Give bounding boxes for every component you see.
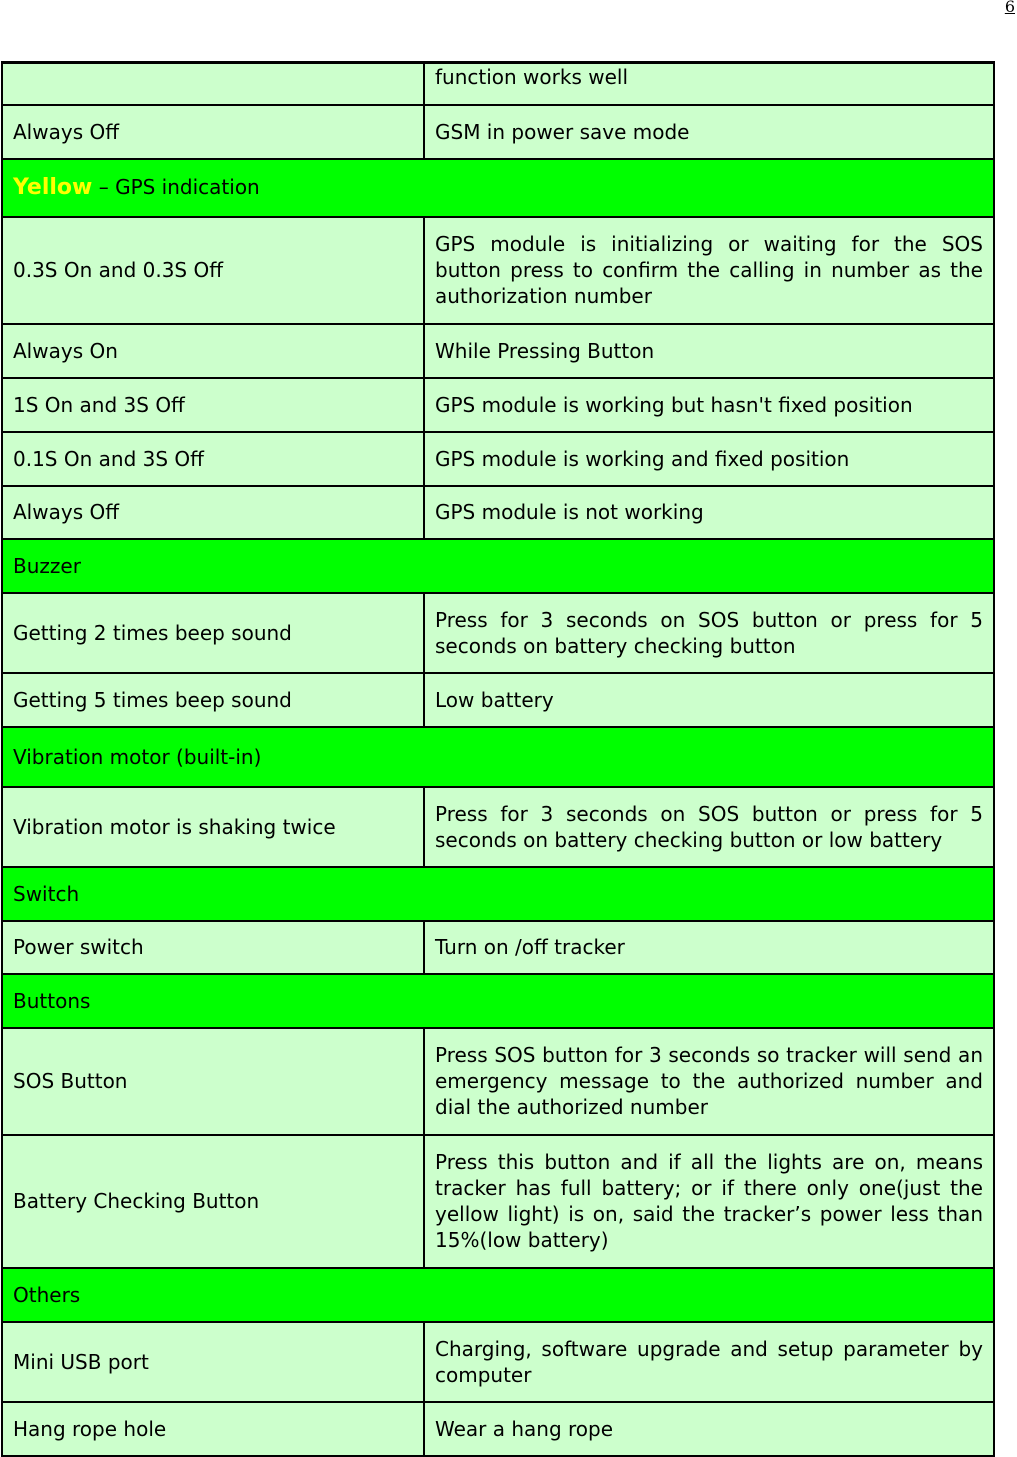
row-label: 0.1S On and 3S Off [2, 432, 424, 486]
row-description: function works well [424, 63, 994, 105]
row-label: Always On [2, 324, 424, 378]
section-header-cell: Buttons [2, 974, 994, 1028]
section-header-switch [2, 867, 994, 921]
section-header-cell: Buzzer [2, 539, 994, 593]
section-header-cell: Others [2, 1268, 994, 1322]
row-description: GPS module is working and fixed position [424, 432, 994, 486]
row-label: 1S On and 3S Off [2, 378, 424, 432]
row-description: GSM in power save mode [424, 105, 994, 159]
table-row [2, 432, 994, 486]
row-description: Press SOS button for 3 seconds so tracker will send an emergency message to the authorized number and dial the authorized number [424, 1028, 994, 1135]
table-row [2, 921, 994, 974]
row-description: Press for 3 seconds on SOS button or press for 5 seconds on battery checking button or low battery [424, 787, 994, 867]
row-label: Vibration motor is shaking twice [2, 787, 424, 867]
section-header-buzzer [2, 539, 994, 593]
table-row [2, 486, 994, 539]
section-header-cell [2, 159, 994, 217]
table-row [2, 324, 994, 378]
row-description: Wear a hang rope [424, 1402, 994, 1456]
row-description: Turn on /off tracker [424, 921, 994, 974]
section-header-rest: – GPS indication [92, 175, 260, 199]
table-row [2, 63, 994, 105]
row-description: GPS module is not working [424, 486, 994, 539]
row-label: Hang rope hole [2, 1402, 424, 1456]
row-label: Getting 2 times beep sound [2, 593, 424, 673]
table-row [2, 378, 994, 432]
table-row [2, 673, 994, 727]
section-header-vibration [2, 727, 994, 787]
table-row [2, 1135, 994, 1268]
page-number: 6 [1004, 0, 1015, 16]
row-label: Getting 5 times beep sound [2, 673, 424, 727]
section-header-yellow-gps [2, 159, 994, 217]
table-row [2, 593, 994, 673]
section-header-buttons [2, 974, 994, 1028]
yellow-highlight: Yellow [13, 175, 93, 200]
row-description: While Pressing Button [424, 324, 994, 378]
table-row [2, 1322, 994, 1402]
row-description: GPS module is working but hasn't fixed position [424, 378, 994, 432]
row-label [2, 63, 424, 105]
row-description: Low battery [424, 673, 994, 727]
row-label: Always Off [2, 105, 424, 159]
section-header-others [2, 1268, 994, 1322]
table-row [2, 1028, 994, 1135]
table-row [2, 105, 994, 159]
row-description: Press this button and if all the lights are on, means tracker has full battery; or if there only one(just the yellow light) is on, said the tracker’s power less than 15%(low battery) [424, 1135, 994, 1268]
row-label: 0.3S On and 0.3S Off [2, 217, 424, 324]
table-row [2, 1402, 994, 1456]
row-label: Power switch [2, 921, 424, 974]
row-description: Charging, software upgrade and setup parameter by computer [424, 1322, 994, 1402]
row-label: SOS Button [2, 1028, 424, 1135]
section-header-cell: Vibration motor (built-in) [2, 727, 994, 787]
table-row [2, 217, 994, 324]
indicator-spec-table [1, 61, 995, 1457]
table-row [2, 787, 994, 867]
section-header-cell: Switch [2, 867, 994, 921]
row-description: GPS module is initializing or waiting for the SOS button press to confirm the calling in number as the authorization number [424, 217, 994, 324]
row-label: Battery Checking Button [2, 1135, 424, 1268]
row-label: Mini USB port [2, 1322, 424, 1402]
row-description: Press for 3 seconds on SOS button or press for 5 seconds on battery checking button [424, 593, 994, 673]
row-label: Always Off [2, 486, 424, 539]
